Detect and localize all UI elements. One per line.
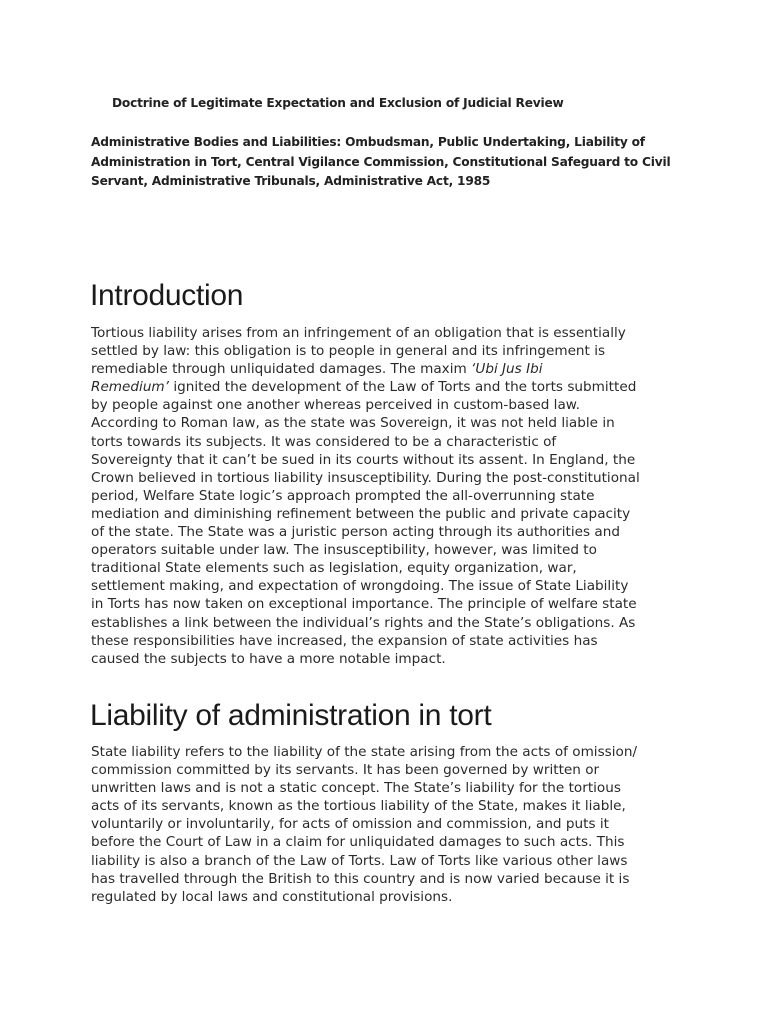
maxim-italic-text: Remedium’ [91, 379, 169, 396]
paragraph-line: establishes a link between the individual’s rights and the State’s obligations. As [91, 614, 636, 631]
paragraph-line: Sovereignty that it can’t be sued in its courts without its assent. In England, the [91, 451, 636, 468]
liability-paragraph [91, 743, 681, 906]
paragraph-line: in Torts has now taken on exceptional importance. The principle of welfare state [91, 596, 637, 613]
paragraph-line [91, 378, 681, 396]
paragraph-line: settlement making, and expectation of wrongdoing. The issue of State Liability [91, 578, 629, 595]
maxim-italic-text: ‘Ubi Jus Ibi [471, 361, 543, 378]
paragraph-line: voluntarily or involuntarily, for acts of omission and commission, and puts it [91, 816, 609, 833]
paragraph-line: operators suitable under law. The insusceptibility, however, was limited to [91, 542, 597, 559]
document-title: Doctrine of Legitimate Expectation and Exclusion of Judicial Review [112, 96, 564, 110]
paragraph-line: Crown believed in tortious liability insusceptibility. During the post-constitutional [91, 469, 640, 486]
paragraph-text: remediable through unliquidated damages. The maxim [91, 361, 472, 378]
paragraph-line: regulated by local laws and constitutional provisions. [91, 888, 453, 905]
introduction-paragraph [91, 324, 681, 668]
section-heading-introduction: Introduction [90, 279, 244, 312]
paragraph-line: period, Welfare State logic’s approach prompted the all-overrunning state [91, 487, 595, 504]
paragraph-line: acts of its servants, known as the tortious liability of the State, makes it liable, [91, 798, 626, 815]
subtitle-line: Administrative Bodies and Liabilities: Ombudsman, Public Undertaking, Liability of [91, 135, 645, 149]
paragraph-text: ignited the development of the Law of Torts and the torts submitted [169, 379, 637, 396]
paragraph-line: settled by law: this obligation is to people in general and its infringement is [91, 343, 606, 360]
paragraph-line: torts towards its subjects. It was considered to be a characteristic of [91, 433, 557, 450]
paragraph-line: has travelled through the British to this country and is now varied because it is [91, 870, 630, 887]
paragraph-line: before the Court of Law in a claim for unliquidated damages to such acts. This [91, 834, 625, 851]
paragraph-line: caused the subjects to have a more notable impact. [91, 650, 446, 667]
document-subtitle [91, 133, 671, 192]
paragraph-line: traditional State elements such as legislation, equity organization, war, [91, 560, 577, 577]
paragraph-line: unwritten laws and is not a static concept. The State’s liability for the tortious [91, 780, 621, 797]
paragraph-line: liability is also a branch of the Law of Torts. Law of Torts like various other laws [91, 852, 628, 869]
paragraph-line: State liability refers to the liability of the state arising from the acts of omission/ [91, 744, 638, 760]
paragraph-line: Tortious liability arises from an infringement of an obligation that is essentially [91, 325, 626, 341]
paragraph-line: mediation and diminishing refinement between the public and private capacity [91, 505, 631, 522]
paragraph-line: commission committed by its servants. It has been governed by written or [91, 762, 600, 779]
paragraph-line: of the state. The State was a juristic person acting through its authorities and [91, 524, 620, 541]
paragraph-line: by people against one another whereas perceived in custom-based law. [91, 397, 580, 414]
subtitle-line: Servant, Administrative Tribunals, Administrative Act, 1985 [91, 174, 491, 188]
subtitle-line: Administration in Tort, Central Vigilance Commission, Constitutional Safeguard to Civil [91, 154, 671, 169]
paragraph-line [91, 360, 681, 378]
section-heading-liability-in-tort: Liability of administration in tort [90, 699, 492, 732]
paragraph-line: these responsibilities have increased, the expansion of state activities has [91, 632, 598, 649]
paragraph-line: According to Roman law, as the state was Sovereign, it was not held liable in [91, 415, 615, 432]
